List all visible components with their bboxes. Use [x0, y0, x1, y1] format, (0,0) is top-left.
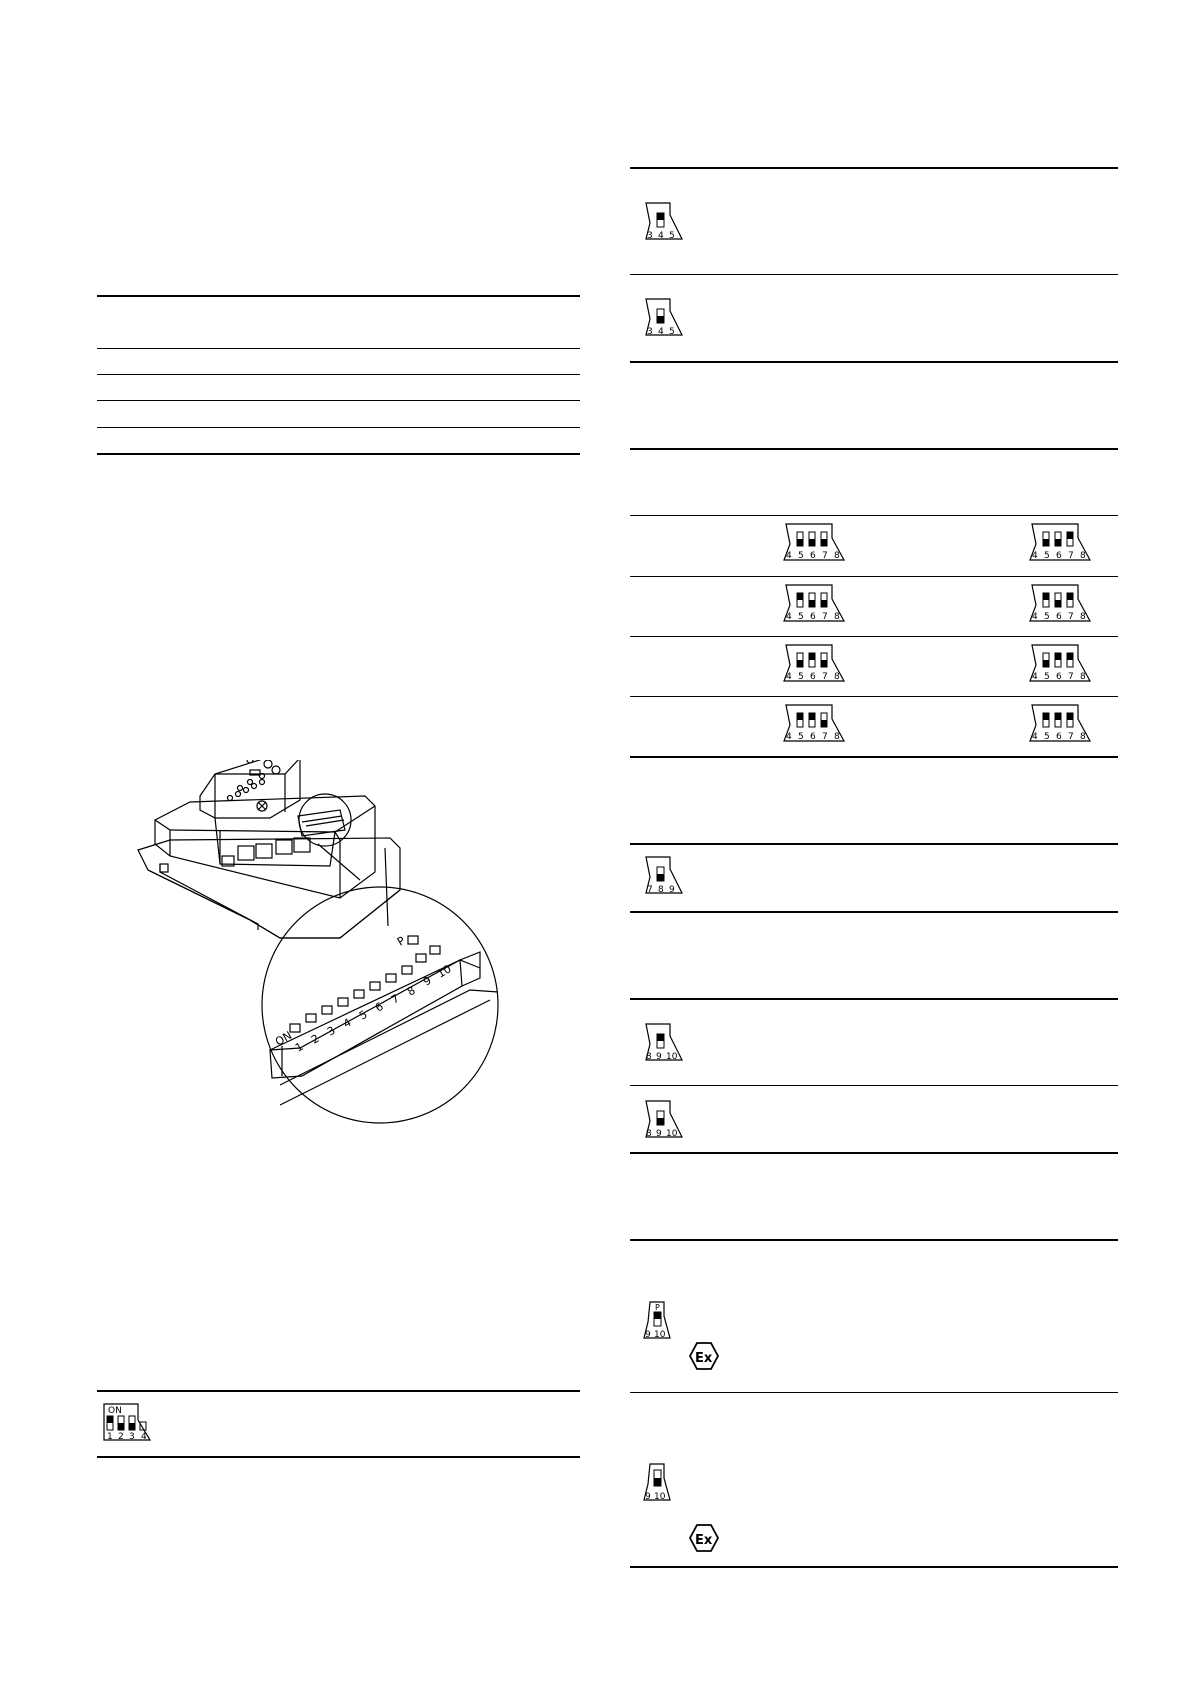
right-table-rule — [630, 515, 1118, 516]
dip-label-10: 10 — [654, 1330, 666, 1340]
illustration-number-4: 4 — [341, 1015, 354, 1031]
left-dip-bottom-rule — [97, 1456, 580, 1458]
dip-label-4: 4 — [658, 231, 664, 241]
right-section-rule — [630, 167, 1118, 169]
left-table-rule — [97, 400, 580, 401]
device-dip-switch-illustration — [130, 760, 550, 1165]
right-section-rule — [630, 756, 1118, 758]
dip-label-7: 7 — [1068, 551, 1074, 561]
dip-label-5: 5 — [669, 327, 675, 337]
dip-label-8: 8 — [834, 551, 840, 561]
dip-label-5: 5 — [798, 612, 804, 622]
dip-p-marking: P — [655, 1303, 660, 1312]
right-section-rule — [630, 1152, 1118, 1154]
dip-label-6: 6 — [810, 732, 816, 742]
dip-switch-4-to-8-icon — [1028, 703, 1092, 743]
left-table-bottom-rule — [97, 453, 580, 455]
dip-label-4: 4 — [786, 612, 792, 622]
illustration-number-8: 8 — [405, 983, 418, 999]
dip-label-4: 4 — [1032, 612, 1038, 622]
right-section-rule — [630, 911, 1118, 913]
dip-label-4: 4 — [786, 551, 792, 561]
right-table-rule — [630, 696, 1118, 697]
dip-label-7: 7 — [1068, 672, 1074, 682]
dip-label-5: 5 — [1044, 672, 1050, 682]
illustration-number-10: 10 — [435, 962, 454, 981]
ex-mark-text: Ex — [695, 1351, 713, 1366]
dip-switch-3-4-5-icon — [642, 201, 686, 243]
dip-label-10: 10 — [666, 1129, 678, 1139]
dip-label-7: 7 — [647, 885, 653, 895]
dip-label-8: 8 — [646, 1129, 652, 1139]
left-table-rule — [97, 348, 580, 349]
right-section-rule — [630, 361, 1118, 363]
dip-label-5: 5 — [798, 732, 804, 742]
dip-label-7: 7 — [822, 612, 828, 622]
dip-switch-9-10-icon — [642, 1300, 676, 1340]
left-dip-top-rule — [97, 1390, 580, 1392]
dip-label-6: 6 — [810, 551, 816, 561]
dip-switch-4-to-8-icon — [1028, 643, 1092, 683]
illustration-number-6: 6 — [373, 999, 386, 1015]
dip-switch-4-to-8-icon — [1028, 583, 1092, 623]
dip-label-9: 9 — [656, 1052, 662, 1062]
dip-label-8: 8 — [1080, 551, 1086, 561]
dip-label-8: 8 — [646, 1052, 652, 1062]
dip-label-6: 6 — [810, 612, 816, 622]
dip-on-label: ON — [108, 1406, 122, 1416]
dip-label-6: 6 — [1056, 551, 1062, 561]
dip-label-5: 5 — [798, 672, 804, 682]
illustration-number-7: 7 — [389, 991, 402, 1007]
dip-label-9: 9 — [669, 885, 675, 895]
right-rule — [630, 274, 1118, 275]
illustration-number-5: 5 — [357, 1007, 370, 1023]
left-table-rule — [97, 427, 580, 428]
dip-label-8: 8 — [834, 672, 840, 682]
dip-label-3: 3 — [647, 231, 653, 241]
dip-switch-3-4-5-icon — [642, 297, 686, 339]
illustration-number-9: 9 — [421, 973, 434, 989]
dip-label-8: 8 — [658, 885, 664, 895]
ex-mark-icon — [688, 1341, 720, 1371]
dip-label-4: 4 — [1032, 672, 1038, 682]
illustration-on-label: ON — [273, 1028, 295, 1049]
dip-label-8: 8 — [1080, 612, 1086, 622]
right-table-rule — [630, 636, 1118, 637]
dip-label-4: 4 — [658, 327, 664, 337]
dip-label-6: 6 — [1056, 612, 1062, 622]
dip-label-4: 4 — [1032, 732, 1038, 742]
dip-label-5: 5 — [1044, 732, 1050, 742]
dip-label-9: 9 — [645, 1330, 651, 1340]
dip-switch-7-8-9-icon — [642, 855, 686, 897]
dip-label-9: 9 — [645, 1492, 651, 1502]
dip-label-3: 3 — [129, 1432, 135, 1442]
dip-switch-4-to-8-icon — [782, 643, 846, 683]
dip-switch-9-10-icon — [642, 1462, 676, 1502]
right-section-rule — [630, 1566, 1118, 1568]
right-section-rule — [630, 998, 1118, 1000]
left-table-rule — [97, 374, 580, 375]
dip-label-2: 2 — [118, 1432, 124, 1442]
dip-label-10: 10 — [666, 1052, 678, 1062]
dip-label-4: 4 — [786, 732, 792, 742]
dip-switch-8-9-10-icon — [642, 1022, 686, 1064]
dip-label-6: 6 — [1056, 672, 1062, 682]
dip-label-4: 4 — [786, 672, 792, 682]
dip-label-6: 6 — [810, 672, 816, 682]
dip-label-8: 8 — [1080, 732, 1086, 742]
dip-label-8: 8 — [1080, 672, 1086, 682]
left-table-top-rule — [97, 295, 580, 297]
dip-switch-1-to-4-icon — [102, 1402, 154, 1442]
dip-label-6: 6 — [1056, 732, 1062, 742]
dip-label-4: 4 — [141, 1432, 147, 1442]
illustration-number-3: 3 — [325, 1023, 338, 1039]
dip-switch-4-to-8-icon — [1028, 522, 1092, 562]
dip-label-5: 5 — [1044, 551, 1050, 561]
dip-switch-4-to-8-icon — [782, 522, 846, 562]
illustration-number-1: 1 — [293, 1039, 306, 1055]
right-table-rule — [630, 576, 1118, 577]
dip-label-3: 3 — [647, 327, 653, 337]
dip-switch-4-to-8-icon — [782, 703, 846, 743]
dip-label-7: 7 — [1068, 612, 1074, 622]
dip-label-7: 7 — [822, 732, 828, 742]
dip-label-8: 8 — [834, 732, 840, 742]
dip-label-5: 5 — [1044, 612, 1050, 622]
dip-label-1: 1 — [107, 1432, 113, 1442]
dip-label-7: 7 — [1068, 732, 1074, 742]
dip-label-5: 5 — [798, 551, 804, 561]
illustration-p-marking: P — [395, 934, 408, 949]
dip-label-8: 8 — [834, 612, 840, 622]
ex-mark-icon — [688, 1523, 720, 1553]
dip-switch-8-9-10-icon — [642, 1099, 686, 1141]
right-section-rule — [630, 1239, 1118, 1241]
right-rule — [630, 1392, 1118, 1393]
dip-label-7: 7 — [822, 551, 828, 561]
right-rule — [630, 1085, 1118, 1086]
dip-label-7: 7 — [822, 672, 828, 682]
dip-label-5: 5 — [669, 231, 675, 241]
illustration-number-2: 2 — [309, 1031, 322, 1047]
ex-mark-text: Ex — [695, 1533, 713, 1548]
dip-label-4: 4 — [1032, 551, 1038, 561]
dip-label-10: 10 — [654, 1492, 666, 1502]
dip-switch-4-to-8-icon — [782, 583, 846, 623]
right-section-rule — [630, 448, 1118, 450]
right-section-rule — [630, 843, 1118, 845]
dip-label-9: 9 — [656, 1129, 662, 1139]
